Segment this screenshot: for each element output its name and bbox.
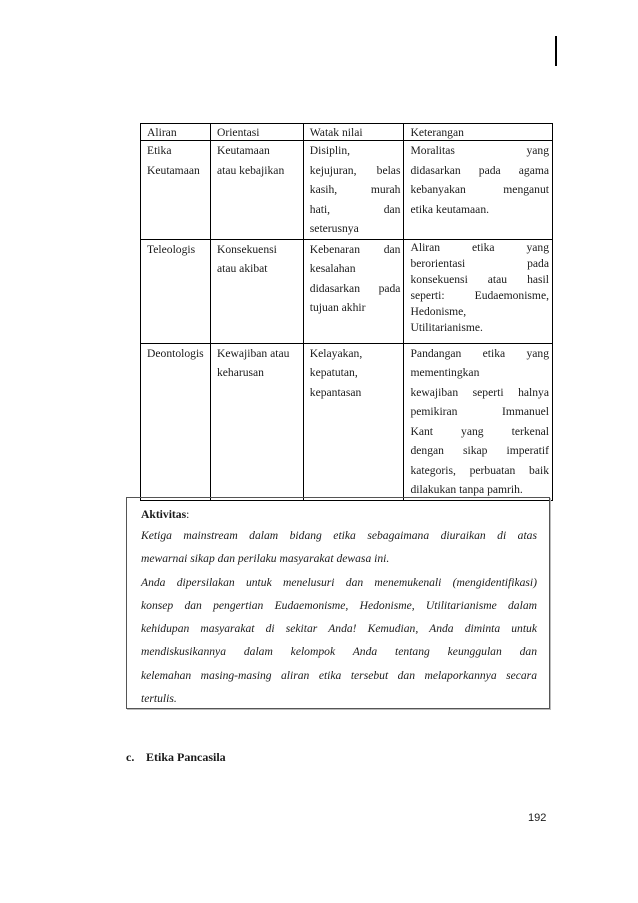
cell-keterangan — [404, 239, 553, 343]
section-number: c. — [126, 750, 135, 764]
cell-line: kewajiban seperti halnya — [410, 385, 549, 399]
cell-line: dengan sikap imperatif — [410, 444, 549, 457]
page-number: 192 — [528, 812, 547, 824]
cell-line: dilakukan tanpa pamrih. — [410, 483, 523, 496]
activity-title-text: Aktivitas — [141, 508, 187, 521]
activity-line: konsep dan pengertian Eudaemonisme, Hedonisme, Utilitarianisme dalam — [141, 598, 537, 612]
activity-line: Ketiga mainstream dalam bidang etika sebagaimana diuraikan di atas — [141, 529, 537, 542]
cell-line: Keutamaan — [147, 163, 200, 177]
cell-line: mementingkan — [410, 366, 480, 379]
cell-watak-nilai — [303, 239, 404, 343]
cell-line: didasarkan pada — [309, 281, 401, 295]
cell-line: tujuan akhir — [309, 301, 366, 314]
activity-title — [141, 506, 537, 524]
cell-line: Pandangan etika yang — [410, 346, 549, 360]
table-row — [141, 239, 553, 343]
cell-aliran — [141, 141, 211, 240]
cell-aliran — [141, 239, 211, 343]
cell-line: Deontologis — [147, 346, 204, 360]
activity-line: kehidupan masyarakat di sekitar Anda! Kemudian, Anda diminta untuk — [141, 622, 537, 636]
cell-line: berorientasi pada — [410, 256, 549, 270]
activity-line: mewarnai sikap dan perilaku masyarakat dewasa ini. — [141, 552, 390, 566]
activity-text — [141, 524, 537, 710]
activity-line: tertulis. — [141, 692, 177, 706]
cell-line: didasarkan pada agama — [410, 163, 549, 177]
cell-line: Konsekuensi — [216, 242, 277, 256]
cell-orientasi — [210, 239, 303, 343]
activity-line: Anda dipersilakan untuk menelusuri dan menemukenali (mengidentifikasi) — [141, 575, 537, 589]
activity-title-colon: : — [186, 508, 190, 521]
header-orientasi: Orientasi — [210, 124, 303, 141]
cell-line: seperti: Eudaemonisme, — [410, 288, 549, 302]
activity-box — [126, 497, 550, 709]
margin-mark — [555, 36, 557, 66]
cell-line: Kewajiban atau — [216, 346, 290, 360]
cell-keterangan — [404, 141, 553, 240]
cell-aliran — [141, 343, 211, 500]
cell-line: etika keutamaan. — [410, 202, 490, 216]
cell-line: Kant yang terkenal — [410, 424, 549, 438]
cell-line: konsekuensi atau hasil — [410, 272, 549, 286]
cell-line: kepantasan — [309, 385, 362, 399]
cell-orientasi — [210, 343, 303, 500]
cell-line: Keutamaan — [216, 144, 270, 157]
table-row — [141, 343, 553, 500]
cell-line: atau kebajikan — [216, 163, 285, 177]
cell-orientasi — [210, 141, 303, 240]
header-aliran: Aliran — [141, 124, 211, 141]
table-header-row — [141, 124, 553, 141]
cell-line: Aliran etika yang — [410, 240, 549, 254]
cell-line: kasih, murah — [309, 183, 401, 196]
cell-line: kebanyakan menganut — [410, 183, 549, 196]
cell-line: kepatutan, — [309, 366, 358, 379]
cell-line: keharusan — [216, 366, 264, 379]
ethics-table — [140, 123, 553, 501]
cell-line: Utilitarianisme. — [410, 320, 483, 334]
cell-line: kategoris, perbuatan baik — [410, 463, 549, 477]
cell-line: pemikiran Immanuel — [410, 405, 549, 418]
cell-line: kejujuran, belas — [309, 163, 401, 177]
activity-line: kelemahan masing-masing aliran etika tersebut dan melaporkannya secara — [141, 668, 537, 682]
cell-line: Hedonisme, — [410, 304, 467, 318]
cell-line: atau akibat — [216, 262, 268, 275]
header-keterangan: Keterangan — [404, 124, 553, 141]
cell-line: Etika — [147, 144, 172, 157]
cell-line: hati, dan — [309, 202, 401, 216]
cell-keterangan — [404, 343, 553, 500]
cell-line: Moralitas yang — [410, 144, 549, 157]
cell-line: kesalahan — [309, 262, 356, 275]
cell-line: seterusnya — [309, 222, 359, 235]
section-title: Etika Pancasila — [146, 750, 226, 764]
header-watak-nilai: Watak nilai — [303, 124, 404, 141]
cell-watak-nilai — [303, 141, 404, 240]
cell-watak-nilai — [303, 343, 404, 500]
cell-line: Kelayakan, — [309, 346, 363, 360]
cell-line: Teleologis — [147, 242, 196, 256]
cell-line: Kebenaran dan — [309, 242, 401, 256]
section-heading — [126, 750, 226, 765]
table-row — [141, 141, 553, 240]
activity-line: mendiskusikannya dalam kelompok Anda tentang keunggulan dan — [141, 645, 537, 659]
cell-line: Disiplin, — [309, 144, 351, 157]
